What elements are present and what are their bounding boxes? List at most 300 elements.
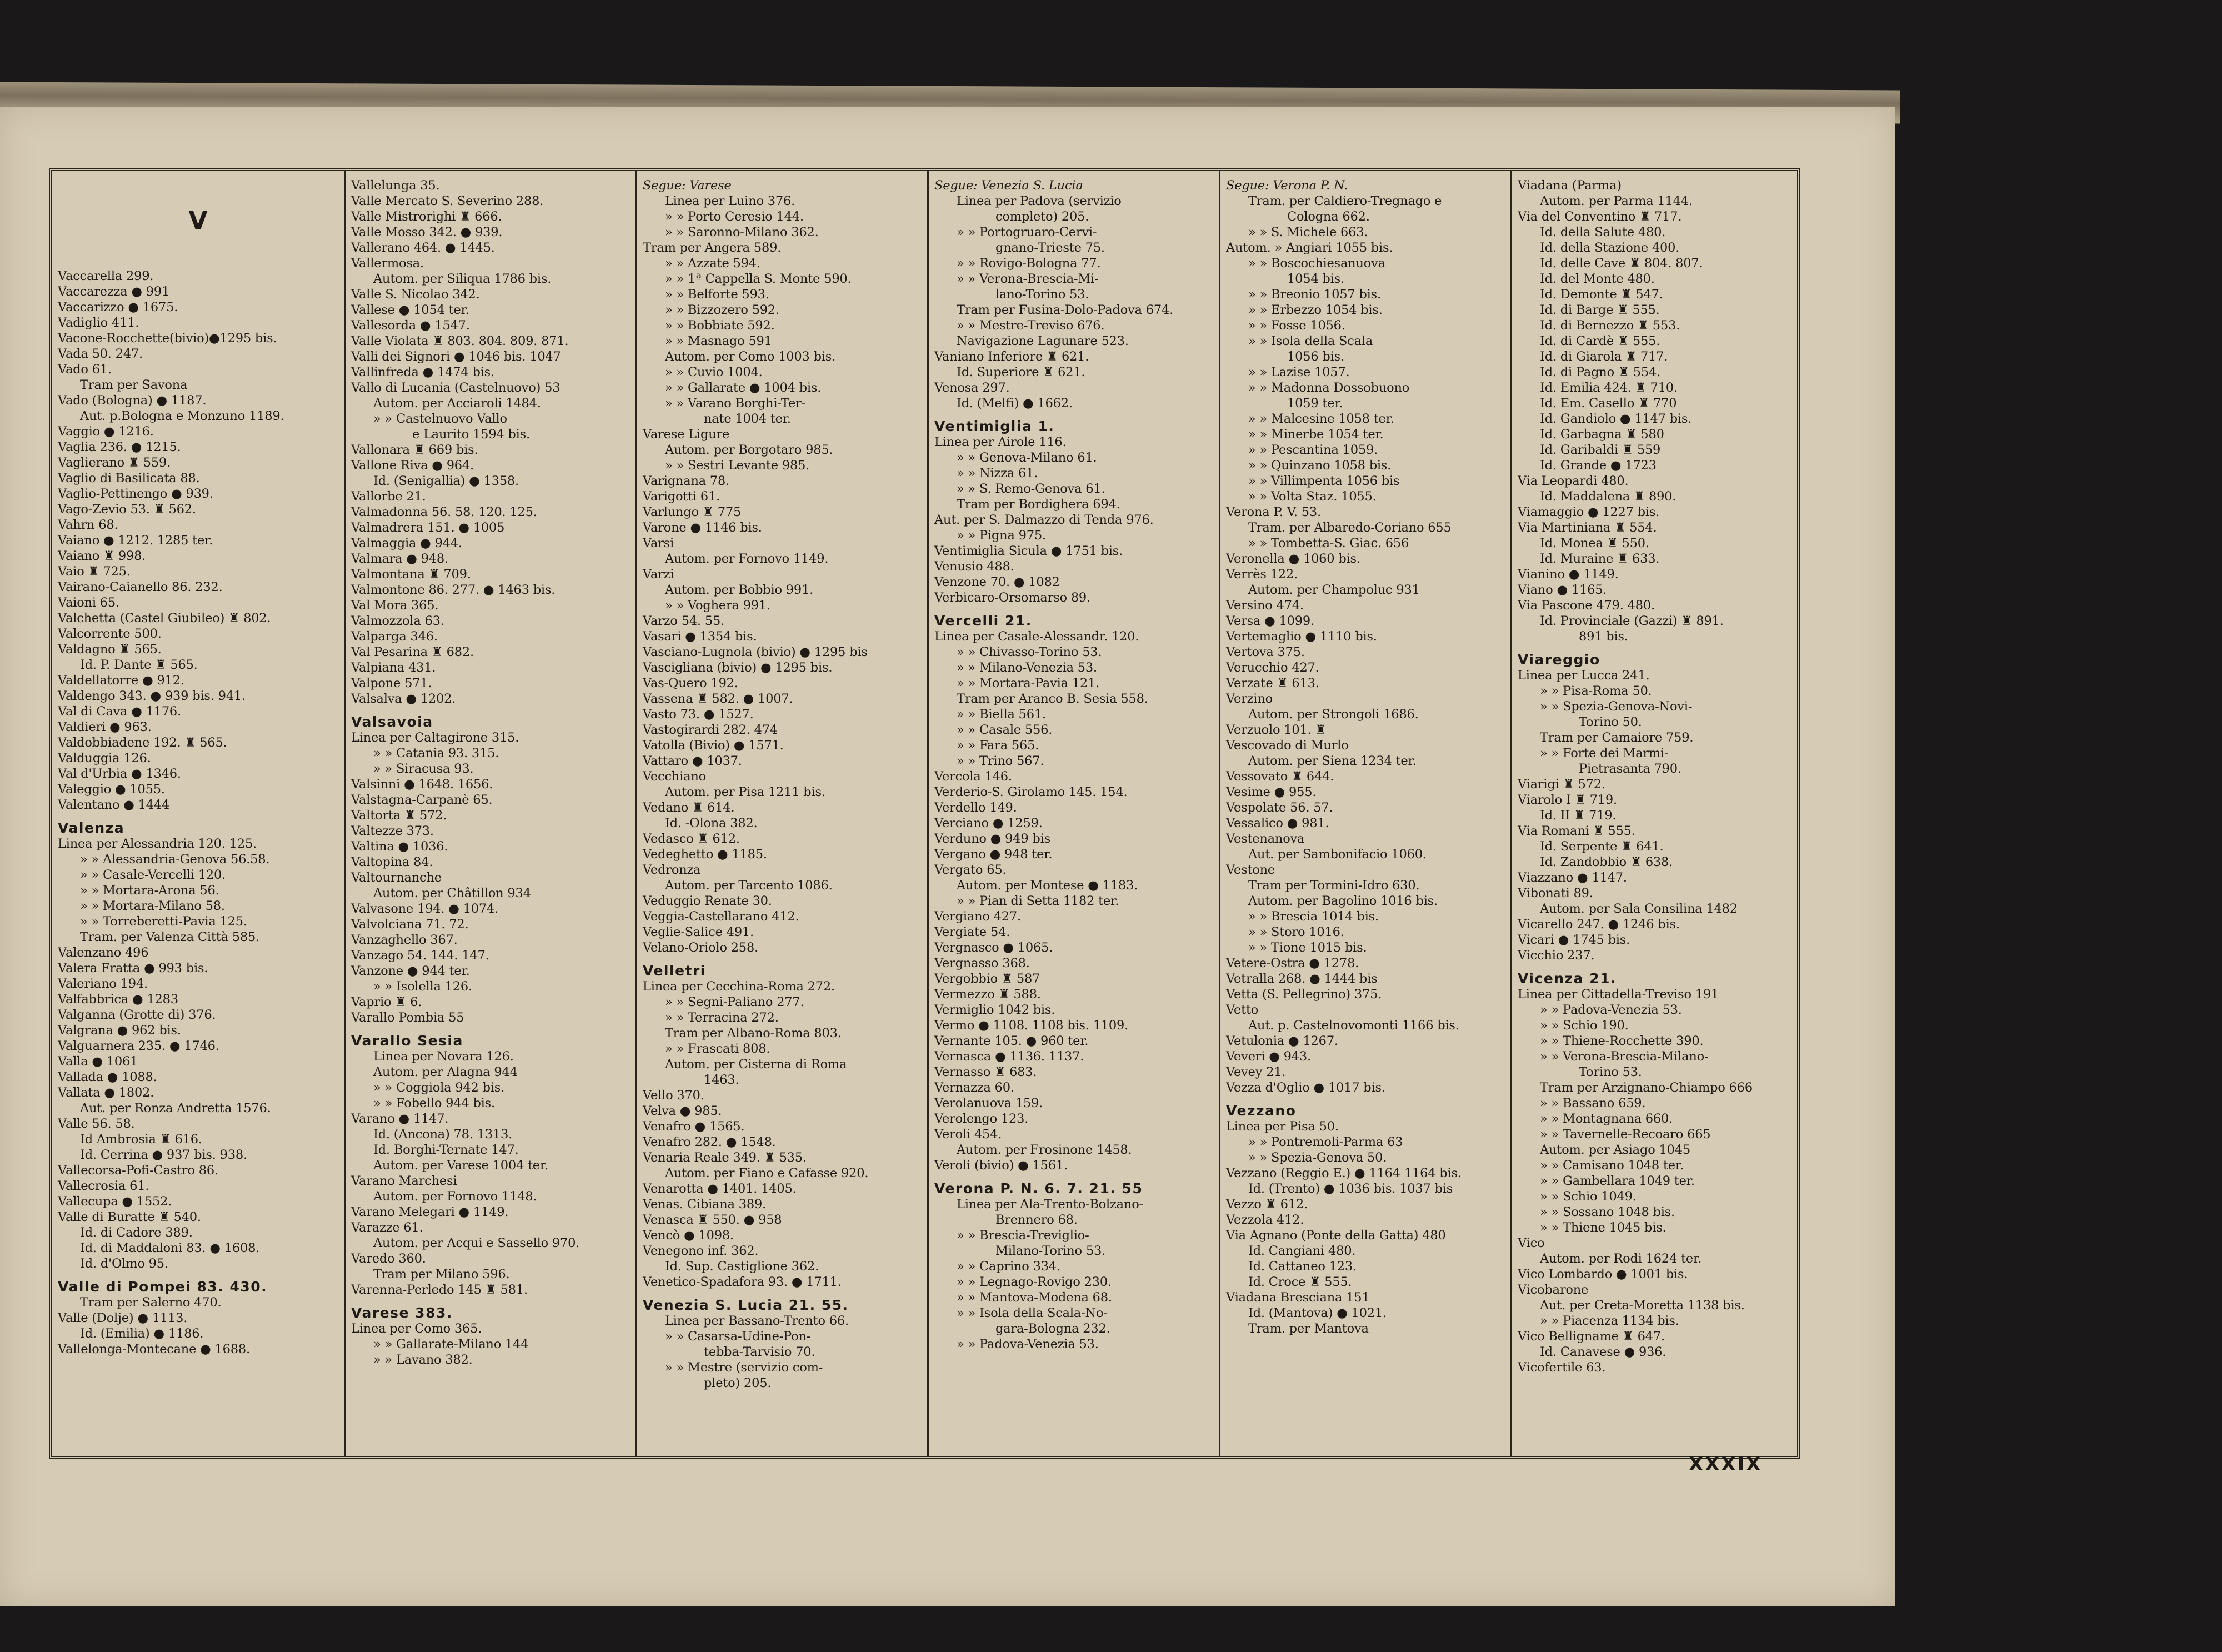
index-entry: Vascigliana (bivio) ● 1295 bis.: [643, 660, 833, 675]
index-entry: Torino 53.: [1579, 1065, 1642, 1079]
index-entry: Venasca ♜ 550. ● 958: [643, 1213, 782, 1227]
index-entry: Vallecupa ● 1552.: [58, 1194, 172, 1209]
index-entry: Vezza d'Oglio ● 1017 bis.: [1226, 1080, 1385, 1095]
index-entry: Valmadonna 56. 58. 120. 125.: [351, 505, 537, 519]
index-entry: » » Mestre-Treviso 676.: [957, 318, 1105, 333]
column-entries: [1226, 178, 1505, 1336]
index-entry: 1463.: [704, 1073, 739, 1087]
index-entry: Vasciano-Lugnola (bivio) ● 1295 bis: [643, 645, 868, 659]
index-entry: Vetere-Ostra ● 1278.: [1226, 956, 1359, 970]
index-entry: Id. Emilia 424. ♜ 710.: [1540, 381, 1678, 395]
index-entry: » » Mestre (servizio com-: [665, 1360, 823, 1375]
index-entry: Tram. per Valenza Città 585.: [80, 930, 260, 944]
index-entry: Id. della Stazione 400.: [1540, 241, 1680, 255]
index-entry: » » S. Michele 663.: [1248, 225, 1368, 239]
index-entry: Vernante 105. ● 960 ter.: [934, 1034, 1089, 1048]
index-entry: Verbicaro-Orsomarso 89.: [934, 590, 1091, 605]
index-entry: » » Pisa-Roma 50.: [1540, 684, 1652, 698]
index-entry: Vallata ● 1802.: [58, 1085, 154, 1100]
index-entry: Vallermosa.: [351, 256, 424, 271]
index-entry: completo) 205.: [995, 209, 1089, 224]
index-entry: Vico: [1518, 1236, 1545, 1250]
index-entry: Veveri ● 943.: [1226, 1049, 1311, 1064]
index-entry: Venas. Cibiana 389.: [643, 1197, 767, 1212]
index-entry: e Laurito 1594 bis.: [412, 427, 530, 442]
index-entry: Vergato 65.: [934, 863, 1007, 877]
index-entry: Vanzago 54. 144. 147.: [351, 948, 489, 963]
index-entry: Tram. per Caldiero-Tregnago e: [1248, 194, 1442, 208]
index-entry: Vergnasso 368.: [934, 956, 1030, 970]
index-entry: Tram per Savona: [80, 378, 188, 392]
index-entry: » » Verona-Brescia-Mi-: [957, 272, 1099, 286]
index-entry: Id. P. Dante ♜ 565.: [80, 658, 198, 672]
index-entry: » » Fara 565.: [957, 738, 1039, 753]
index-entry: » » Schio 190.: [1540, 1018, 1629, 1033]
index-entry: Linea per Cecchina-Roma 272.: [643, 979, 835, 994]
index-entry: Vaioni 65.: [58, 595, 119, 610]
index-entry: » » Bizzozero 592.: [665, 303, 779, 317]
index-entry: » » Mortara-Milano 58.: [80, 899, 225, 913]
index-entry: pleto) 205.: [704, 1376, 772, 1390]
index-entry: Tram per Arzignano-Chiampo 666: [1540, 1080, 1753, 1095]
index-entry: Vicobarone: [1518, 1283, 1589, 1297]
index-entry: Linea per Pisa 50.: [1226, 1119, 1339, 1134]
index-entry: Autom. per Tarcento 1086.: [665, 878, 833, 893]
index-entry: Vas-Quero 192.: [643, 676, 738, 690]
index-entry: nate 1004 ter.: [704, 412, 791, 426]
index-entry: » » Sossano 1048 bis.: [1540, 1205, 1675, 1219]
index-entry: Id Ambrosia ♜ 616.: [80, 1132, 202, 1147]
index-entry: Linea per Como 365.: [351, 1321, 482, 1336]
index-entry: Vallecorsa-Pofi-Castro 86.: [58, 1163, 218, 1178]
index-entry: Vahrn 68.: [58, 518, 118, 532]
index-entry: Id. Cerrina ● 937 bis. 938.: [80, 1148, 247, 1162]
index-entry: Valdellatorre ● 912.: [58, 673, 184, 688]
index-entry: » » Siracusa 93.: [373, 762, 474, 776]
index-entry: » » Catania 93. 315.: [373, 746, 499, 760]
index-entry: Vaiano ♜ 998.: [58, 549, 146, 563]
index-entry: » » Brescia-Treviglio-: [957, 1228, 1089, 1243]
index-entry: Varazze 61.: [351, 1220, 423, 1235]
index-entry: Vesime ● 955.: [1226, 785, 1317, 799]
index-entry: Aut. p. Castelnovomonti 1166 bis.: [1248, 1018, 1459, 1033]
index-entry: Id. della Salute 480.: [1540, 225, 1666, 239]
index-entry: Linea per Luino 376.: [665, 194, 795, 208]
index-heading: Vezzano: [1226, 1103, 1297, 1119]
index-entry: Vico Belligname ♜ 647.: [1518, 1329, 1665, 1344]
index-entry: Vezzola 412.: [1226, 1213, 1304, 1227]
index-frame: [49, 168, 1800, 1459]
index-entry: » » Malcesine 1058 ter.: [1248, 412, 1394, 426]
index-entry: Vedasco ♜ 612.: [643, 832, 740, 846]
index-entry: Vairano-Caianello 86. 232.: [58, 580, 223, 594]
index-entry: Autom. per Siliqua 1786 bis.: [373, 272, 552, 286]
index-entry: Vago-Zevio 53. ♜ 562.: [58, 502, 196, 517]
index-entry: Vernasca ● 1136. 1137.: [934, 1049, 1084, 1064]
index-column-3: [635, 171, 927, 1456]
index-entry: Venzone 70. ● 1082: [934, 575, 1060, 589]
index-entry: » » Torreberetti-Pavia 125.: [80, 914, 247, 929]
index-entry: Id. Cangiani 480.: [1248, 1244, 1356, 1258]
index-entry: » » Chivasso-Torino 53.: [957, 645, 1102, 659]
index-entry: Vaprio ♜ 6.: [351, 995, 422, 1009]
index-entry: 1056 bis.: [1287, 349, 1344, 364]
index-entry: » » Lazise 1057.: [1248, 365, 1350, 379]
index-entry: Id. -Olona 382.: [665, 816, 758, 830]
index-entry: Varlungo ♜ 775: [643, 505, 742, 519]
index-entry: Venaria Reale 349. ♜ 535.: [643, 1150, 807, 1165]
index-entry: Id. (Melfi) ● 1662.: [957, 396, 1073, 411]
index-entry: Varone ● 1146 bis.: [643, 520, 762, 535]
index-entry: » » Brescia 1014 bis.: [1248, 909, 1379, 924]
index-entry: Autom. per Siena 1234 ter.: [1248, 754, 1417, 768]
index-entry: » » Fosse 1056.: [1248, 318, 1345, 333]
index-entry: Valmara ● 948.: [351, 552, 448, 566]
index-entry: Autom. per Asiago 1045: [1540, 1143, 1690, 1157]
index-entry: » » Frascati 808.: [665, 1042, 770, 1056]
index-entry: Venafro 282. ● 1548.: [643, 1135, 776, 1149]
index-entry: Vergano ● 948 ter.: [934, 847, 1053, 862]
index-entry: Segue: Verona P. N.: [1226, 178, 1348, 193]
index-entry: Valvolciana 71. 72.: [351, 917, 469, 932]
index-entry: » » Caprino 334.: [957, 1259, 1060, 1274]
index-entry: tebba-Tarvisio 70.: [704, 1345, 815, 1359]
index-entry: Valdobbiadene 192. ♜ 565.: [58, 735, 227, 750]
index-column-4: [927, 171, 1219, 1456]
index-entry: » » S. Remo-Genova 61.: [957, 482, 1105, 496]
index-heading: Verona P. N. 6. 7. 21. 55: [934, 1180, 1143, 1197]
index-entry: Vestenanova: [1226, 832, 1305, 846]
index-entry: Vastogirardi 282. 474: [643, 723, 778, 737]
index-entry: » » Varano Borghi-Ter-: [665, 396, 806, 411]
index-entry: Vallone Riva ● 964.: [351, 458, 474, 473]
index-entry: Id. Provinciale (Gazzi) ♜ 891.: [1540, 614, 1724, 628]
index-entry: » » Tombetta-S. Giac. 656: [1248, 536, 1409, 550]
index-entry: » » Camisano 1048 ter.: [1540, 1158, 1684, 1173]
index-entry: Varenna-Perledo 145 ♜ 581.: [351, 1283, 528, 1297]
index-entry: Navigazione Lagunare 523.: [957, 334, 1129, 348]
index-entry: Id. Gandiolo ● 1147 bis.: [1540, 412, 1692, 426]
index-entry: Valtournanche: [351, 870, 442, 885]
index-entry: Veronella ● 1060 bis.: [1226, 552, 1360, 566]
index-entry: Autom. per Fiano e Cafasse 920.: [665, 1166, 869, 1180]
index-entry: Val d'Urbia ● 1346.: [58, 767, 181, 781]
index-entry: » » Terracina 272.: [665, 1010, 779, 1025]
index-entry: » » Verona-Brescia-Milano-: [1540, 1049, 1709, 1064]
index-entry: Vernazza 60.: [934, 1080, 1014, 1095]
column-entries: [643, 178, 922, 1391]
index-entry: Autom. per Parma 1144.: [1540, 194, 1693, 208]
index-entry: Autom. per Champoluc 931: [1248, 583, 1420, 597]
index-entry: Vernasso ♜ 683.: [934, 1065, 1037, 1079]
index-entry: Viadana Bresciana 151: [1226, 1290, 1370, 1305]
index-entry: Varsi: [643, 536, 674, 550]
index-entry: Via Pascone 479. 480.: [1518, 598, 1655, 613]
index-entry: Valmaggia ● 944.: [351, 536, 462, 550]
index-entry: Vergnasco ● 1065.: [934, 940, 1053, 955]
index-heading: Vicenza 21.: [1518, 970, 1617, 987]
index-entry: Linea per Caltagirone 315.: [351, 730, 519, 745]
index-entry: Verzino: [1226, 692, 1273, 706]
index-entry: Valcorrente 500.: [58, 627, 162, 641]
index-entry: Id. Cattaneo 123.: [1248, 1259, 1357, 1274]
index-entry: Vico Lombardo ● 1001 bis.: [1518, 1267, 1688, 1281]
index-entry: Valle Mosso 342. ● 939.: [351, 225, 503, 239]
index-entry: » » Montagnana 660.: [1540, 1112, 1673, 1126]
index-column-5: [1219, 171, 1510, 1456]
index-entry: Linea per Lucca 241.: [1518, 668, 1650, 683]
column-entries: [351, 178, 630, 1368]
index-entry: » » Isola della Scala: [1248, 334, 1373, 348]
index-entry: Valera Fratta ● 993 bis.: [58, 961, 208, 975]
index-entry: Vertova 375.: [1226, 645, 1305, 659]
index-entry: Vallo di Lucania (Castelnuovo) 53: [351, 381, 560, 395]
index-entry: gnano-Trieste 75.: [995, 241, 1105, 255]
index-entry: » » Casale 556.: [957, 723, 1053, 737]
index-entry: Id. II ♜ 719.: [1540, 808, 1617, 823]
index-entry: Id. di Maddaloni 83. ● 1608.: [80, 1241, 260, 1255]
index-entry: Varese Ligure: [643, 427, 730, 442]
index-entry: Valvasone 194. ● 1074.: [351, 902, 499, 916]
index-entry: Vallese ● 1054 ter.: [351, 303, 469, 317]
index-entry: Varigotti 61.: [643, 489, 720, 504]
index-entry: » » Piacenza 1134 bis.: [1540, 1314, 1679, 1328]
index-entry: Venetico-Spadafora 93. ● 1711.: [643, 1275, 842, 1289]
index-heading: Vercelli 21.: [934, 613, 1032, 629]
index-entry: Autom. per Rodi 1624 ter.: [1540, 1251, 1702, 1266]
index-entry: Vestone: [1226, 863, 1275, 877]
index-entry: Autom. per Fornovo 1149.: [665, 552, 829, 566]
index-entry: Aut. per Ronza Andretta 1576.: [80, 1101, 271, 1115]
index-entry: Autom. per Bagolino 1016 bis.: [1248, 894, 1438, 908]
index-entry: Verduno ● 949 bis: [934, 832, 1050, 846]
index-entry: Autom. per Frosinone 1458.: [957, 1143, 1132, 1157]
index-entry: Vetralla 268. ● 1444 bis: [1226, 972, 1378, 986]
index-entry: Id. (Trento) ● 1036 bis. 1037 bis: [1248, 1182, 1453, 1196]
index-entry: Vaccarella 299.: [58, 269, 154, 283]
index-entry: » » Pontremoli-Parma 63: [1248, 1135, 1403, 1149]
index-entry: Id. Borghi-Ternate 147.: [373, 1143, 519, 1157]
index-entry: Linea per Novara 126.: [373, 1049, 514, 1064]
index-entry: Vasari ● 1354 bis.: [643, 629, 757, 644]
index-entry: Varignana 78.: [643, 474, 730, 488]
index-entry: Varano Melegari ● 1149.: [351, 1205, 509, 1219]
index-entry: » » Fobello 944 bis.: [373, 1096, 495, 1110]
index-entry: » » Padova-Venezia 53.: [957, 1337, 1099, 1351]
index-entry: Vassena ♜ 582. ● 1007.: [643, 692, 793, 706]
index-entry: Valdagno ♜ 565.: [58, 642, 162, 657]
index-entry: Tram. per Albaredo-Coriano 655: [1248, 520, 1452, 535]
index-entry: » » Nizza 61.: [957, 466, 1038, 480]
index-entry: Vicofertile 63.: [1518, 1360, 1606, 1375]
index-entry: Varzo 54. 55.: [643, 614, 725, 628]
index-entry: Linea per Alessandria 120. 125.: [58, 837, 257, 851]
index-entry: Valduggia 126.: [58, 751, 151, 765]
index-entry: » » Azzate 594.: [665, 256, 760, 271]
index-entry: Velano-Oriolo 258.: [643, 940, 759, 955]
index-entry: Id. Sup. Castiglione 362.: [665, 1259, 819, 1274]
index-entry: Vanzaghello 367.: [351, 933, 458, 947]
index-entry: Tram per Salerno 470.: [80, 1295, 222, 1310]
index-entry: Val di Cava ● 1176.: [58, 704, 182, 719]
index-entry: Vercola 146.: [934, 769, 1012, 784]
index-entry: Id. Canavese ● 936.: [1540, 1345, 1666, 1359]
index-entry: Id. Zandobbio ♜ 638.: [1540, 855, 1673, 869]
index-entry: Vattaro ● 1037.: [643, 754, 742, 768]
column-entries: [934, 178, 1213, 1352]
index-entry: Vetto: [1226, 1003, 1259, 1017]
index-entry: » » Casarsa-Udine-Pon-: [665, 1329, 811, 1344]
column-entries: [58, 268, 338, 1357]
index-heading: Valle di Pompei 83. 430.: [58, 1279, 268, 1295]
index-entry: » » Boscochiesanuova: [1248, 256, 1385, 271]
index-entry: Segue: Varese: [643, 178, 732, 193]
index-entry: Valli dei Signori ● 1046 bis. 1047: [351, 349, 561, 364]
index-entry: Linea per Ala-Trento-Bolzano-: [957, 1197, 1143, 1212]
index-entry: Aut. per S. Dalmazzo di Tenda 976.: [934, 513, 1154, 527]
index-entry: » » Storo 1016.: [1248, 925, 1344, 939]
index-entry: » » Sestri Levante 985.: [665, 458, 810, 473]
index-entry: Id. (Senigallia) ● 1358.: [373, 474, 519, 488]
index-entry: Verdello 149.: [934, 800, 1017, 815]
index-entry: Autom. per Châtillon 934: [373, 886, 531, 900]
index-entry: » » Rovigo-Bologna 77.: [957, 256, 1101, 271]
index-entry: » » Tavernelle-Recoaro 665: [1540, 1127, 1711, 1142]
index-entry: Verrès 122.: [1226, 567, 1298, 582]
index-entry: » » Spezia-Genova-Novi-: [1540, 699, 1693, 714]
index-entry: Val Pesarina ♜ 682.: [351, 645, 474, 659]
index-entry: Vaccarezza ● 991: [58, 284, 170, 299]
index-entry: Id. Garbagna ♜ 580: [1540, 427, 1664, 442]
index-heading: Varese 383.: [351, 1305, 453, 1321]
index-entry: » » Segni-Paliano 277.: [665, 995, 804, 1009]
index-entry: » » Lavano 382.: [373, 1353, 473, 1367]
index-entry: Viamaggio ● 1227 bis.: [1518, 505, 1660, 519]
index-entry: » » Gallarate-Milano 144: [373, 1337, 529, 1351]
index-entry: Valmontone 86. 277. ● 1463 bis.: [351, 583, 556, 597]
index-entry: Viarolo I ♜ 719.: [1518, 793, 1617, 807]
index-entry: Vallelunga 35.: [351, 178, 440, 193]
index-entry: Linea per Casale-Alessandr. 120.: [934, 629, 1139, 644]
index-entry: » » Gambellara 1049 ter.: [1540, 1174, 1695, 1188]
column-entries: [1518, 178, 1796, 1375]
index-entry: Vessalico ● 981.: [1226, 816, 1329, 830]
index-entry: Vallonara ♜ 669 bis.: [351, 443, 478, 457]
index-entry: » » Masnago 591: [665, 334, 772, 348]
index-entry: Valstagna-Carpanè 65.: [351, 793, 493, 807]
index-entry: » » Quinzano 1058 bis.: [1248, 458, 1392, 473]
index-entry: Autom. per Strongoli 1686.: [1248, 707, 1419, 722]
index-entry: Id. delle Cave ♜ 804. 807.: [1540, 256, 1703, 271]
index-entry: Vermezzo ♜ 588.: [934, 987, 1041, 1002]
index-entry: Linea per Bassano-Trento 66.: [665, 1314, 849, 1328]
index-entry: » » Thiene 1045 bis.: [1540, 1220, 1666, 1235]
index-heading: Valsavoia: [351, 714, 433, 730]
index-entry: Vencò ● 1098.: [643, 1228, 734, 1243]
index-heading: Valenza: [58, 820, 125, 836]
index-heading: Ventimiglia 1.: [934, 418, 1055, 434]
index-entry: Velva ● 985.: [643, 1104, 722, 1118]
index-entry: Vermo ● 1108. 1108 bis. 1109.: [934, 1018, 1129, 1033]
index-entry: Vedronza: [643, 863, 701, 877]
index-entry: Id. di Barge ♜ 555.: [1540, 303, 1660, 317]
index-entry: » » Gallarate ● 1004 bis.: [665, 381, 822, 395]
index-entry: » » Villimpenta 1056 bis: [1248, 474, 1400, 488]
index-entry: Vasto 73. ● 1527.: [643, 707, 754, 722]
index-entry: Valguarnera 235. ● 1746.: [58, 1039, 219, 1053]
index-entry: » » Mortara-Arona 56.: [80, 883, 219, 898]
index-entry: Venegono inf. 362.: [643, 1244, 759, 1258]
index-entry: Vevey 21.: [1226, 1065, 1286, 1079]
index-entry: Vianino ● 1149.: [1518, 567, 1619, 582]
index-entry: Valmadrera 151. ● 1005: [351, 520, 505, 535]
index-entry: Tram per Camaiore 759.: [1540, 730, 1694, 745]
index-entry: Linea per Airole 116.: [934, 435, 1067, 449]
index-entry: » » Mortara-Pavia 121.: [957, 676, 1100, 690]
index-entry: Autom. per Varese 1004 ter.: [373, 1158, 549, 1173]
index-entry: Vicari ● 1745 bis.: [1518, 933, 1630, 947]
index-entry: Id. del Monte 480.: [1540, 272, 1655, 286]
index-entry: » » Erbezzo 1054 bis.: [1248, 303, 1383, 317]
index-entry: Vaglia 236. ● 1215.: [58, 440, 181, 454]
index-entry: Valfabbrica ● 1283: [58, 992, 178, 1007]
index-entry: Autom. per Bobbio 991.: [665, 583, 814, 597]
index-entry: Vanzone ● 944 ter.: [351, 964, 470, 978]
index-entry: » » Saronno-Milano 362.: [665, 225, 819, 239]
index-entry: Tram per Aranco B. Sesia 558.: [957, 692, 1148, 706]
index-entry: Aut. per Sambonifacio 1060.: [1248, 847, 1427, 862]
index-entry: » » Casale-Vercelli 120.: [80, 868, 226, 882]
index-entry: Vespolate 56. 57.: [1226, 800, 1333, 815]
index-entry: » » Breonio 1057 bis.: [1248, 287, 1381, 302]
index-entry: » » Madonna Dossobuono: [1248, 381, 1410, 395]
index-entry: » » Pescantina 1059.: [1248, 443, 1378, 457]
index-entry: » » Trino 567.: [957, 754, 1044, 768]
index-entry: Vicchio 237.: [1518, 948, 1595, 963]
index-entry: Brennero 68.: [995, 1213, 1078, 1227]
index-entry: Valmozzola 63.: [351, 614, 444, 628]
index-entry: Valpone 571.: [351, 676, 432, 690]
index-entry: Tram per Tormini-Idro 630.: [1248, 878, 1420, 893]
index-entry: Vada 50. 247.: [58, 347, 143, 361]
index-entry: gara-Bologna 232.: [995, 1321, 1110, 1336]
index-entry: 1059 ter.: [1287, 396, 1343, 411]
index-entry: Varzi: [643, 567, 674, 582]
index-entry: Vescovado di Murlo: [1226, 738, 1349, 753]
index-entry: Valtina ● 1036.: [351, 839, 448, 854]
index-entry: » » Coggiola 942 bis.: [373, 1080, 505, 1095]
index-entry: Verzuolo 101. ♜: [1226, 723, 1327, 737]
index-entry: Autom. per Acciaroli 1484.: [373, 396, 541, 411]
index-entry: » » Portogruaro-Cervi-: [957, 225, 1097, 239]
index-entry: Vibonati 89.: [1518, 886, 1593, 900]
index-entry: Id. Muraine ♜ 633.: [1540, 552, 1660, 566]
index-entry: Vessovato ♜ 644.: [1226, 769, 1334, 784]
index-entry: Vallecrosia 61.: [58, 1179, 149, 1193]
index-entry: Valmontana ♜ 709.: [351, 567, 471, 582]
index-entry: Verolengo 123.: [934, 1112, 1029, 1126]
index-entry: Autom. » Angiari 1055 bis.: [1226, 241, 1393, 255]
index-entry: Viadana (Parma): [1518, 178, 1622, 193]
index-entry: Id. Em. Casello ♜ 770: [1540, 396, 1677, 411]
index-entry: Valtezze 373.: [351, 824, 434, 838]
index-entry: » » Forte dei Marmi-: [1540, 746, 1669, 760]
index-entry: Linea per Cittadella-Treviso 191: [1518, 987, 1719, 1002]
index-entry: » » Padova-Venezia 53.: [1540, 1003, 1682, 1017]
index-entry: » » Belforte 593.: [665, 287, 769, 302]
index-entry: 1054 bis.: [1287, 272, 1344, 286]
index-entry: Viano ● 1165.: [1518, 583, 1607, 597]
